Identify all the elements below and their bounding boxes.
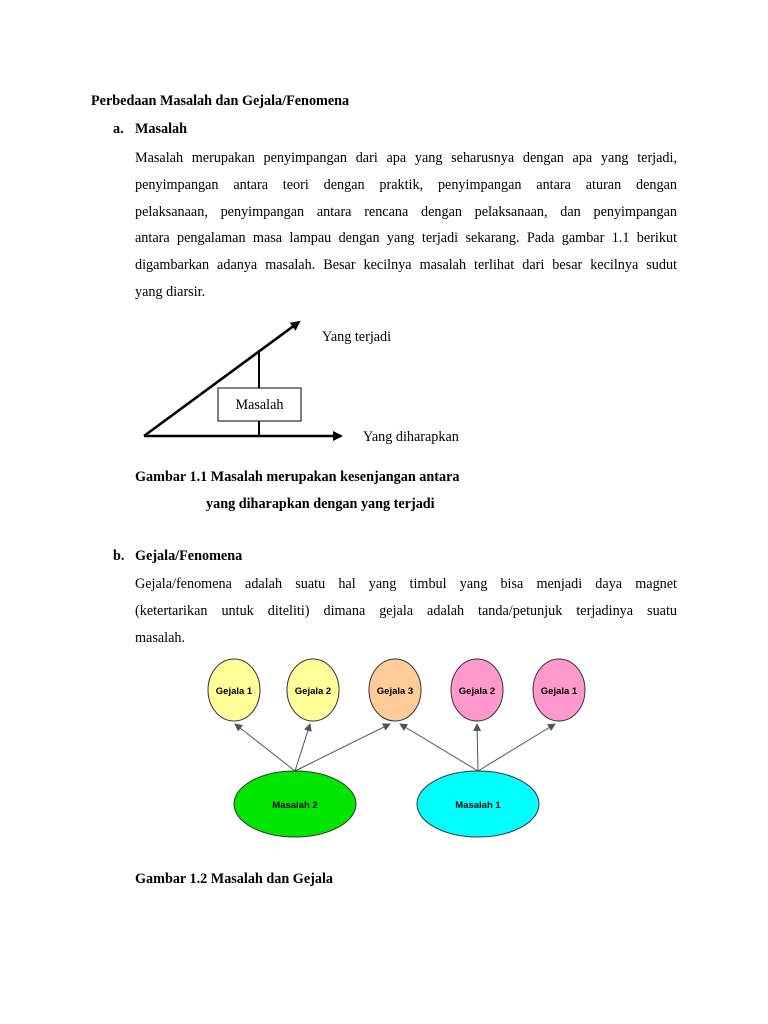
gejala-label: Gejala 1: [540, 686, 578, 697]
paragraph-line: Masalah merupakan penyimpangan dari apa yang seharusnya dengan apa yang terjadi,: [135, 150, 677, 166]
document-heading: Perbedaan Masalah dan Gejala/Fenomena: [91, 93, 350, 109]
section-b-title: Gejala/Fenomena: [135, 548, 243, 564]
figure-1-caption-line2: yang diharapkan dengan yang terjadi: [206, 496, 435, 512]
label-yang-diharapkan: Yang diharapkan: [363, 429, 459, 445]
gejala-label: Gejala 2: [458, 686, 496, 697]
gejala-label: Gejala 2: [294, 686, 332, 697]
figure-2-caption: Gambar 1.2 Masalah dan Gejala: [135, 871, 333, 887]
section-a-title: Masalah: [135, 121, 188, 137]
section-a-marker: a.: [113, 121, 124, 137]
masalah-label: Masalah 2: [272, 800, 318, 811]
paragraph-line: yang diarsir.: [135, 283, 206, 300]
paragraph-line: masalah.: [135, 629, 186, 646]
paragraph-line: Gejala/fenomena adalah suatu hal yang timbul yang bisa menjadi daya magnet: [135, 576, 677, 592]
paragraph-line: penyimpangan antara teori dengan praktik, penyimpangan antara aturan dengan: [135, 176, 677, 193]
section-b-paragraph: [135, 571, 677, 651]
masalah-box-label: Masalah: [235, 397, 284, 413]
figure-1-caption-line1: Gambar 1.1 Masalah merupakan kesenjangan antara: [135, 469, 460, 485]
paragraph-line: pelaksanaan, penyimpangan antara rencana dengan pelaksanaan, dan penyimpangan: [135, 203, 677, 220]
gejala-label: Gejala 3: [376, 686, 414, 697]
paragraph-line: (ketertarikan untuk diteliti) dimana gejala adalah tanda/petunjuk terjadinya suatu: [135, 602, 677, 619]
label-yang-terjadi: Yang terjadi: [322, 329, 392, 345]
section-b-marker: b.: [113, 548, 125, 564]
figure-2-diagram: [208, 658, 587, 838]
paragraph-line: antara pengalaman masa lampau dengan yang terjadi sekarang. Pada gambar 1.1 berikut: [135, 230, 677, 247]
masalah-label: Masalah 1: [455, 800, 501, 811]
paragraph-line: digambarkan adanya masalah. Besar kecilnya masalah terlihat dari besar kecilnya sudut: [135, 257, 677, 274]
gejala-label: Gejala 1: [215, 686, 253, 697]
